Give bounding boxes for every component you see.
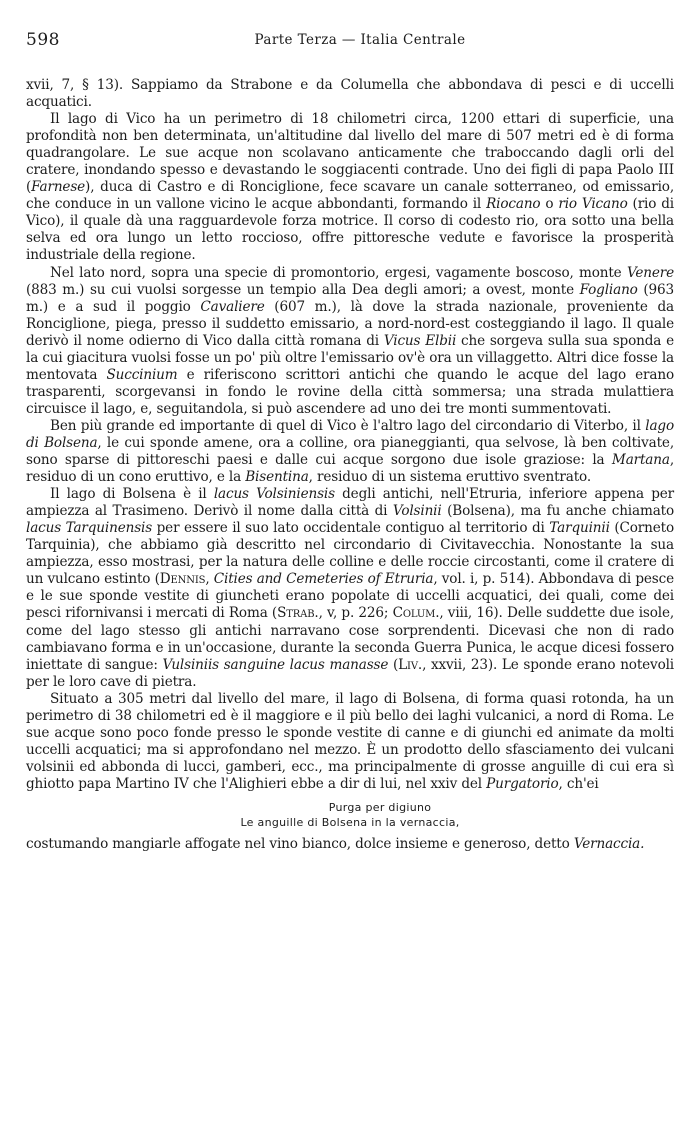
text-run: Il lago di Bolsena è il [50, 486, 214, 503]
italic-text: Succinium [106, 366, 178, 383]
text-run: Ben più grande ed importante di quel di Vico è l'altro lago del circondario di Viterbo, il [50, 417, 646, 434]
italic-text: Vulsiniis sanguine lacus manasse [162, 656, 389, 673]
italic-text: Cavaliere [200, 298, 265, 315]
paragraph [26, 265, 674, 418]
author-citation: Liv. [398, 656, 423, 673]
author-citation: Strab. [277, 605, 319, 622]
closing-paragraph [26, 836, 674, 853]
text-run: (Corneto Tarquinia), che abbiamo già descritto nel circondario di Civitavecchia. Nonostante la sua ampiezza, esso mostrasi, per la natura delle colline e delle roccie circostanti, come il cratere di un vulcano estinto ( [26, 520, 674, 588]
italic-text: lacus Volsiniensis [213, 486, 335, 503]
text-run: (rio di Vico), il quale dà una ragguardevole forza motrice. Il corso di codesto rio, ora sotto una bella selva ed ora lungo un letto roccioso, offre pittoresche vedute e favorisce la prosperità industriale della regione. [26, 196, 674, 264]
text-run: , le cui sponde amene, ora a colline, ora pianeggianti, qua selvose, là ben coltivate, sono sparse di pittoreschi paesi e dalle cui acque sorgono due isole graziose: la [26, 434, 674, 469]
paragraph [26, 486, 674, 691]
italic-text: Tarquinii [549, 520, 610, 537]
italic-text: Volsinii [392, 503, 442, 520]
italic-text: Bisentina [245, 469, 309, 486]
text-run: (Bolsena), ma fu anche chiamato [441, 503, 675, 520]
italic-text: Venere [626, 264, 674, 281]
text-run: Nel lato nord, sopra una specie di promontorio, ergesi, vagamente boscoso, monte [50, 264, 627, 281]
text-run: Il lago di Vico ha un perimetro di 18 chilometri circa, 1200 ettari di superficie, una profondità non ben determinata, un'altitudine dal livello del mare di 507 metri ed è di forma quadrangolare. Le sue acque non scolavano anticamente che traboccando dagli orli del cratere, inondando spesso e devastando le soggiacenti contrade. Uno dei figli di papa Paolo III ( [26, 111, 674, 196]
italic-text: Farnese [31, 179, 86, 196]
author-citation: Colum. [392, 605, 440, 622]
italic-text: Riocano [486, 196, 541, 213]
italic-text: Martana [611, 452, 670, 469]
text-run: , v, p. 226; [318, 605, 393, 622]
author-citation: Dennis [159, 571, 206, 588]
text-run: (883 m.) su cui vuolsi sorgesse un tempio alla Dea degli amori; a ovest, monte [26, 281, 580, 298]
text-run: Situato a 305 metri dal livello del mare, il lago di Bolsena, di forma quasi rotonda, ha un perimetro di 38 chilometri ed è il maggiore e il più bello dei laghi vulcanici, a nord di Roma. Le sue acque sono poco fonde presso le sponde vestite di canne e di giunchi ed animate da molti uccelli acquatici; ma si approfondano nel mezzo. È un prodotto dello sfasciamento dei vulcani volsinii ed abbonda di lucci, gamberi, ecc., ma principalmente di grosse anguille di cui era sì ghiotto papa Martino IV che l'Alighieri ebbe a dir di lui, nel xxiv del [26, 690, 674, 792]
italic-text: Vernaccia. [573, 835, 645, 852]
text-run: , viii, 16). Delle suddette due isole, come del lago stesso gli antichi narravano cose sorprendenti. Dicevasi che non di rado cambiavano forma e in un'occasione, durante la seconda Guerra Punica, le acque dicesi fossero iniettate di sangue: [26, 605, 675, 673]
italic-text: lago di Bolsena [26, 417, 674, 451]
text-run: , ch'ei [558, 775, 599, 792]
text-run: per essere il suo lato occidentale contiguo al territorio di [152, 520, 550, 537]
paragraph [26, 418, 674, 486]
text-run: ), duca di Castro e di Ronciglione, fece scavare un canale sotterraneo, od emissario, che conduce in un vallone vicino le acque abbondanti, formando il [26, 179, 674, 213]
verse-line: Purga per digiuno [328, 800, 432, 814]
italic-text: lacus Tarquinensis [26, 520, 153, 537]
text-run: ( [388, 656, 399, 673]
italic-text: Fogliano [579, 281, 638, 298]
page-header [0, 30, 700, 56]
text-run: , residuo di un sistema eruttivo sventrato. [308, 469, 592, 486]
paragraph [26, 691, 674, 793]
paragraph [26, 111, 674, 264]
text-run: , [205, 571, 214, 588]
text-run: , vol. i, p. 514). Abbondava di pesce e le sue sponde vestite di giuncheti erano popolate di uccelli acquatici, dei quali, come dei pesci rifornivansi i mercati di Roma ( [26, 571, 674, 622]
verse-quote [26, 800, 674, 830]
text-run: (963 m.) e a sud il poggio [26, 281, 674, 315]
text-run: , residuo di un cono eruttivo, e la [26, 452, 674, 486]
verse-line: Le anguille di Bolsena in la vernaccia, [240, 815, 460, 829]
text-run: xvii, 7, § 13). Sappiamo da Strabone e da Columella che abbondava di pesci e di uccelli acquatici. [26, 77, 674, 111]
paragraph [26, 77, 674, 111]
text-run: degli antichi, nell'Etruria, inferiore appena per ampiezza al Trasimeno. Derivò il nome dalla città di [26, 486, 675, 520]
body-text [26, 77, 674, 853]
text-run: o [540, 196, 559, 213]
italic-text: Purgatorio [486, 775, 559, 792]
text-run: , xxvii, 23). Le sponde erano notevoli per le loro cave di pietra. [26, 656, 674, 690]
italic-text: rio Vicano [558, 196, 628, 213]
text-run: (607 m.), là dove la strada nazionale, proveniente da Ronciglione, piega, presso il suddetto emissario, a nord-nord-est costeggiando il lago. Il quale derivò il nome odierno di Vico dalla città romana di [26, 298, 674, 349]
text-run: costumando mangiarle affogate nel vino bianco, dolce insieme e generoso, detto [26, 835, 574, 852]
italic-text: Vicus Elbii [383, 332, 457, 349]
running-title-text: Parte Terza — Italia Centrale [254, 32, 466, 48]
page-number: 598 [26, 30, 60, 50]
text-run: e riferiscono scrittori antichi che quando le acque del lago erano trasparenti, scorgevansi in fondo le rovine della città sommersa; una strada mulattiera circuisce il lago, e, seguitandola, si può ascendere ad uno dei tre monti summentovati. [26, 366, 675, 417]
running-title [0, 32, 700, 48]
text-run: che sorgeva sulla sua sponda e la cui giacitura vuolsi fosse un po' più oltre l'emissario ov'è ora un villaggetto. Altri dice fosse la mentovata [26, 332, 674, 383]
italic-text: Cities and Cemeteries of Etruria [213, 571, 434, 588]
